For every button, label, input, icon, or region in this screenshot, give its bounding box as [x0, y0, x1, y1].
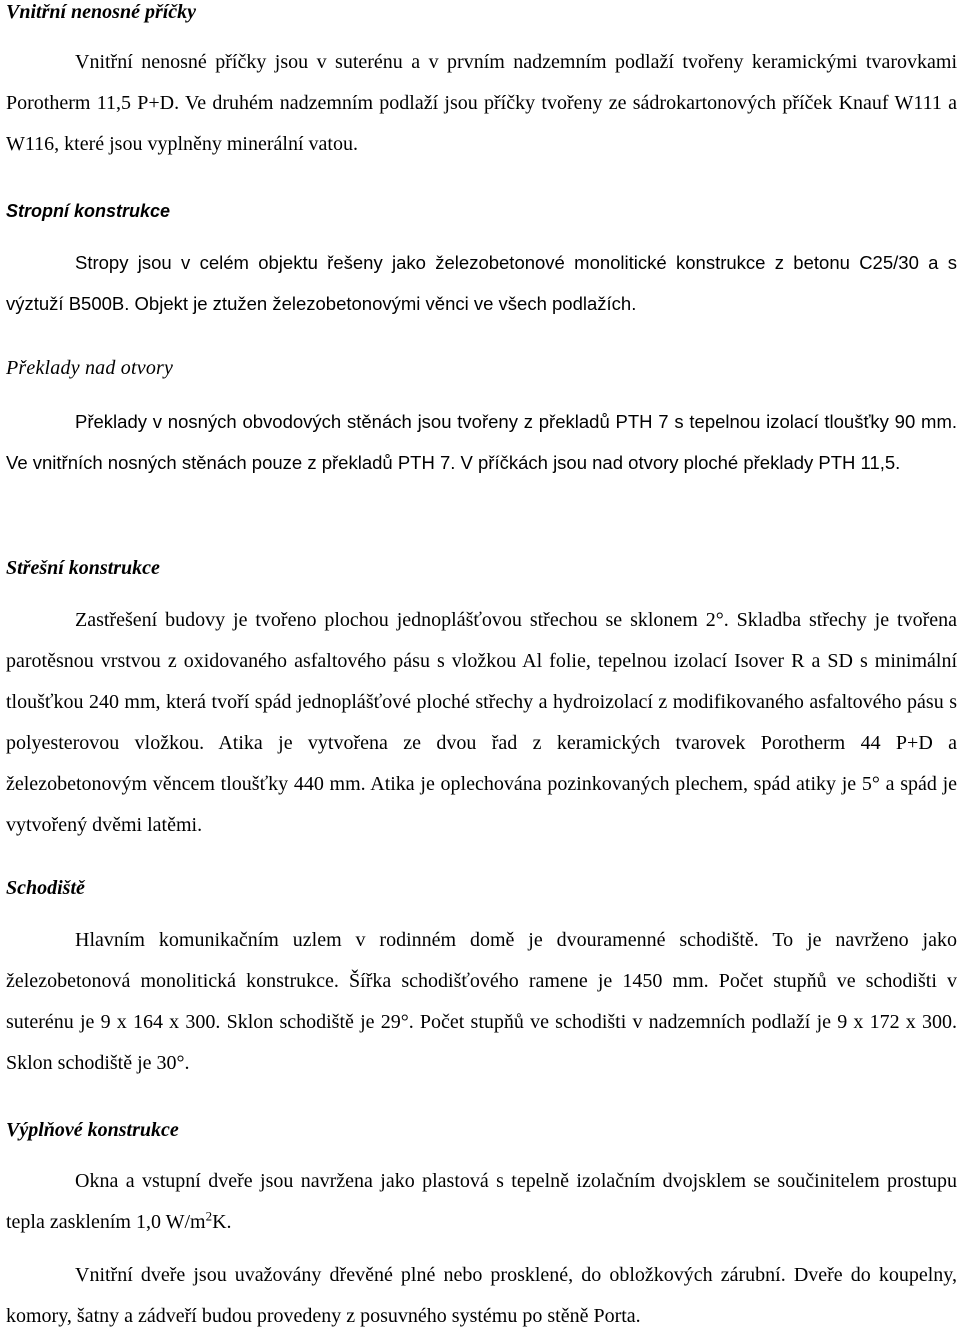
section-heading-vnitrni-pricky: Vnitřní nenosné příčky: [6, 1, 197, 23]
section-heading-schodiste: Schodiště: [6, 877, 85, 899]
paragraph-vyplnove-okna-end: K.: [212, 1211, 232, 1233]
paragraph-vnitrni-pricky: Vnitřní nenosné příčky jsou v suterénu a v prvním nadzemním podlaží tvořeny keramickými tvarovkami Porotherm 11,5 P+D. Ve druhém nadzemním podlaží jsou příčky tvořeny ze sádrokartonových příček Knauf W111 a W116, které jsou vyplněny minerální vatou.: [6, 51, 957, 155]
section-heading-stropni-konstrukce: Stropní konstrukce: [6, 201, 171, 221]
paragraph-vyplnove-okna: [6, 1161, 957, 1243]
paragraph-preklady: Překlady v nosných obvodových stěnách jsou tvořeny z překladů PTH 7 s tepelnou izolací tloušťky 90 mm. Ve vnitřních nosných stěnách pouze z překladů PTH 7. V příčkách jsou nad otvory ploché překlady PTH 11,5.: [6, 411, 957, 473]
paragraph-schodiste: Hlavním komunikačním uzlem v rodinném domě je dvouramenné schodiště. To je navrženo jako železobetonová monolitická konstrukce. Šířka schodišťového ramene je 1450 mm. Počet stupňů ve schodišti v suterénu je 9 x 164 x 300. Sklon schodiště je 29°. Počet stupňů ve schodišti v nadzemních podlaží je 9 x 172 x 300. Sklon schodiště je 30°.: [6, 929, 957, 1074]
paragraph-vyplnove-okna-text: Okna a vstupní dveře jsou navržena jako plastová s tepelně izolačním dvojsklem se součinitelem prostupu tepla zasklením 1,0 W/m: [6, 1170, 957, 1233]
paragraph-vyplnove-dvere: Vnitřní dveře jsou uvažovány dřevěné plné nebo prosklené, do obložkových zárubní. Dveře do koupelny, komory, šatny a zádveří budou provedeny z posuvného systému po stěně Porta.: [6, 1264, 957, 1327]
superscript-unit: 2: [205, 1208, 213, 1224]
paragraph-stresni-konstrukce: Zastřešení budovy je tvořeno plochou jednoplášťovou střechou se sklonem 2°. Skladba střechy je tvořena parotěsnou vrstvou z oxidovaného asfaltového pásu s vložkou Al folie, tepelnou izolací Isover R a SD s minimální tloušťkou 240 mm, která tvoří spád jednoplášťové ploché střechy a hydroizolací z modifikovaného asfaltového pásu s polyesterovou vložkou. Atika je vytvořena ze dvou řad z keramických tvarovek Porotherm 44 P+D a železobetonovým věncem tloušťky 440 mm. Atika je oplechována pozinkovaných plechem, spád atiky je 5° a spád je vytvořený dvěmi latěmi.: [6, 609, 957, 836]
section-heading-preklady: Překlady nad otvory: [6, 357, 174, 379]
section-heading-stresni-konstrukce: Střešní konstrukce: [6, 557, 160, 579]
section-heading-vyplnove-konstrukce: Výplňové konstrukce: [6, 1119, 179, 1141]
paragraph-stropni-konstrukce: Stropy jsou v celém objektu řešeny jako železobetonové monolitické konstrukce z betonu C25/30 a s výztuží B500B. Objekt je ztužen železobetonovými věnci ve všech podlažích.: [6, 252, 957, 314]
